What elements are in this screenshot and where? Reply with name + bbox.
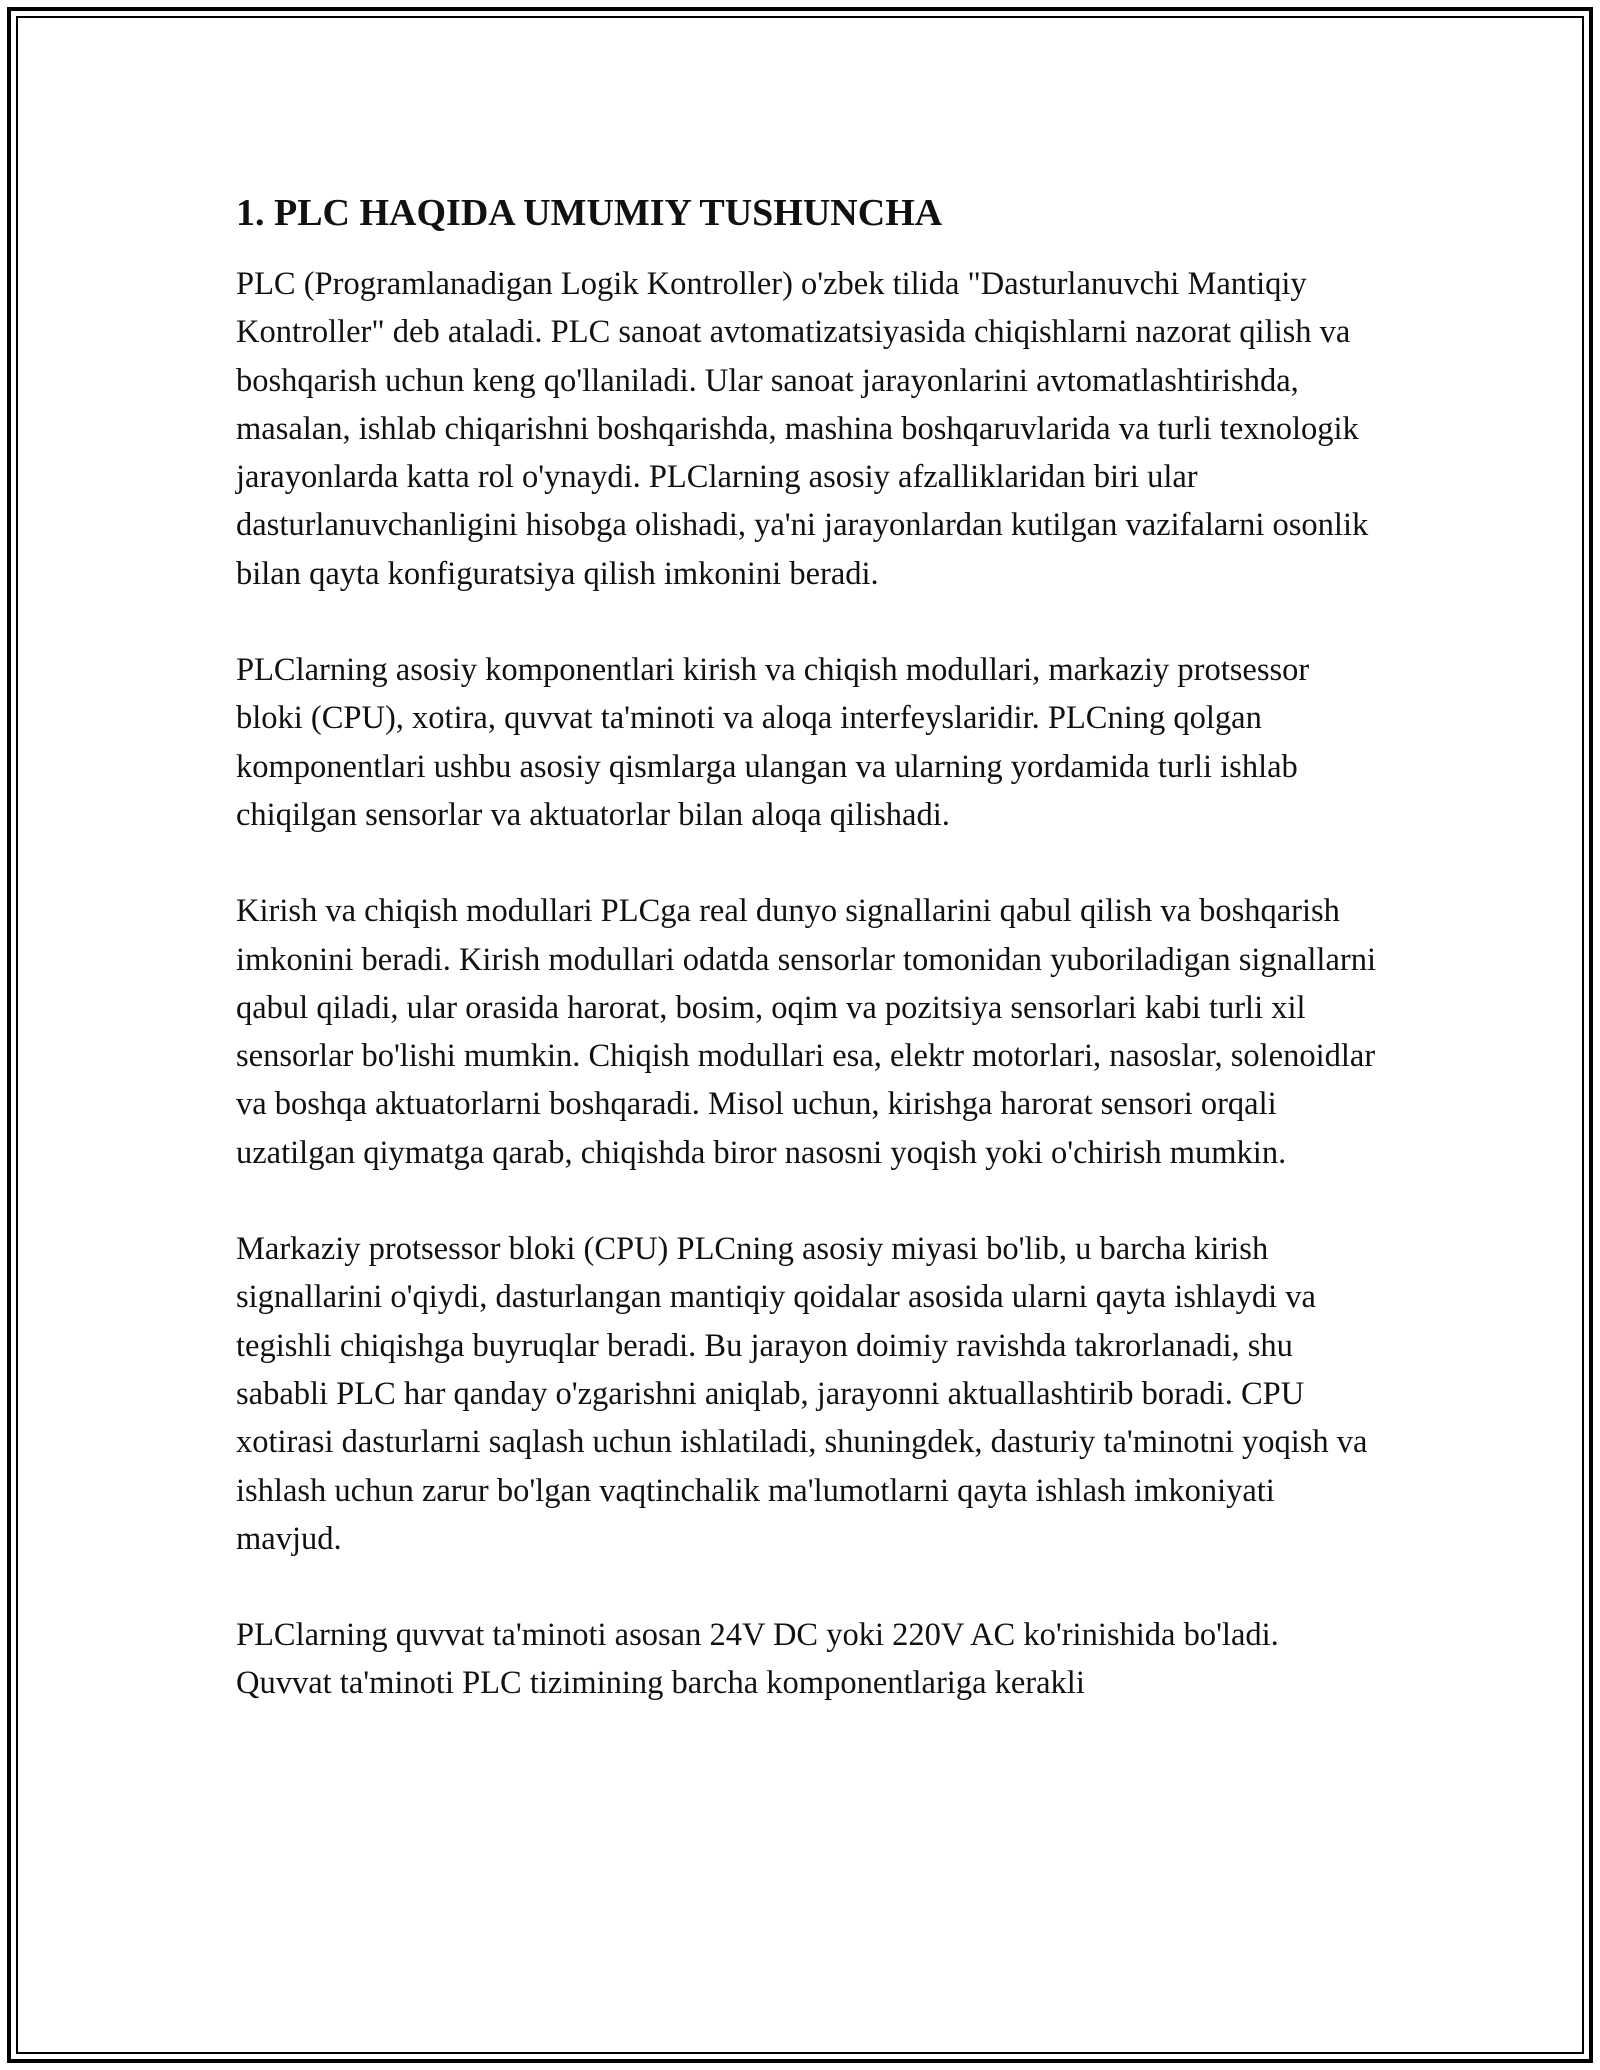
section-title: 1. PLC HAQIDA UMUMIY TUSHUNCHA xyxy=(236,192,943,234)
paragraph-plc-components: PLClarning asosiy komponentlari kirish va chiqish modullari, markaziy protsessor bloki (CPU), xotira, quvvat ta'minoti va aloqa interfeyslaridir. PLCning qolgan komponentlari ushbu asosiy qismlarga ulangan va ularning yordamida turli ishlab chiqilgan sensorlar va aktuatorlar bilan aloqa qilishadi. xyxy=(236,652,1310,833)
document-body xyxy=(236,186,1376,1756)
paragraph-plc-definition: PLC (Programlanadigan Logik Kontroller) o'zbek tilida "Dasturlanuvchi Mantiqiy Kontroller" deb ataladi. PLC sanoat avtomatizatsiyasida chiqishlarni nazorat qilish va boshqarish uchun keng qo'llaniladi. Ular sanoat jarayonlarini avtomatlashtirishda, masalan, ishlab chiqarishni boshqarishda, mashina boshqaruvlarida va turli texnologik jarayonlarda katta rol o'ynaydi. PLClarning asosiy afzalliklaridan biri ular dasturlanuvchanligini hisobga olishadi, ya'ni jarayonlardan kutilgan vazifalarni osonlik bilan qayta konfiguratsiya qilish imkonini beradi. xyxy=(236,266,1369,592)
paragraph-power-supply: PLClarning quvvat ta'minoti asosan 24V DC yoki 220V AC ko'rinishida bo'ladi. Quvvat ta'minoti PLC tizimining barcha komponentlariga kerakli xyxy=(236,1617,1279,1702)
paragraph-io-modules: Kirish va chiqish modullari PLCga real dunyo signallarini qabul qilish va boshqarish imkonini beradi. Kirish modullari odatda sensorlar tomonidan yuboriladigan signallarni qabul qiladi, ular orasida harorat, bosim, oqim va pozitsiya sensorlari kabi turli xil sensorlar bo'lishi mumkin. Chiqish modullari esa, elektr motorlari, nasoslar, solenoidlar va boshqa aktuatorlarni boshqaradi. Misol uchun, kirishga harorat sensori orqali uzatilgan qiymatga qarab, chiqishda biror nasosni yoqish yoki o'chirish mumkin. xyxy=(236,893,1376,1171)
paragraph-cpu: Markaziy protsessor bloki (CPU) PLCning asosiy miyasi bo'lib, u barcha kirish signallarini o'qiydi, dasturlangan mantiqiy qoidalar asosida ularni qayta ishlaydi va tegishli chiqishga buyruqlar beradi. Bu jarayon doimiy ravishda takrorlanadi, shu sababli PLC har qanday o'zgarishni aniqlab, jarayonni aktuallashtirib boradi. CPU xotirasi dasturlarni saqlash uchun ishlatiladi, shuningdek, dasturiy ta'minotni yoqish va ishlash uchun zarur bo'lgan vaqtinchalik ma'lumotlarni qayta ishlash imkoniyati mavjud. xyxy=(236,1231,1368,1557)
